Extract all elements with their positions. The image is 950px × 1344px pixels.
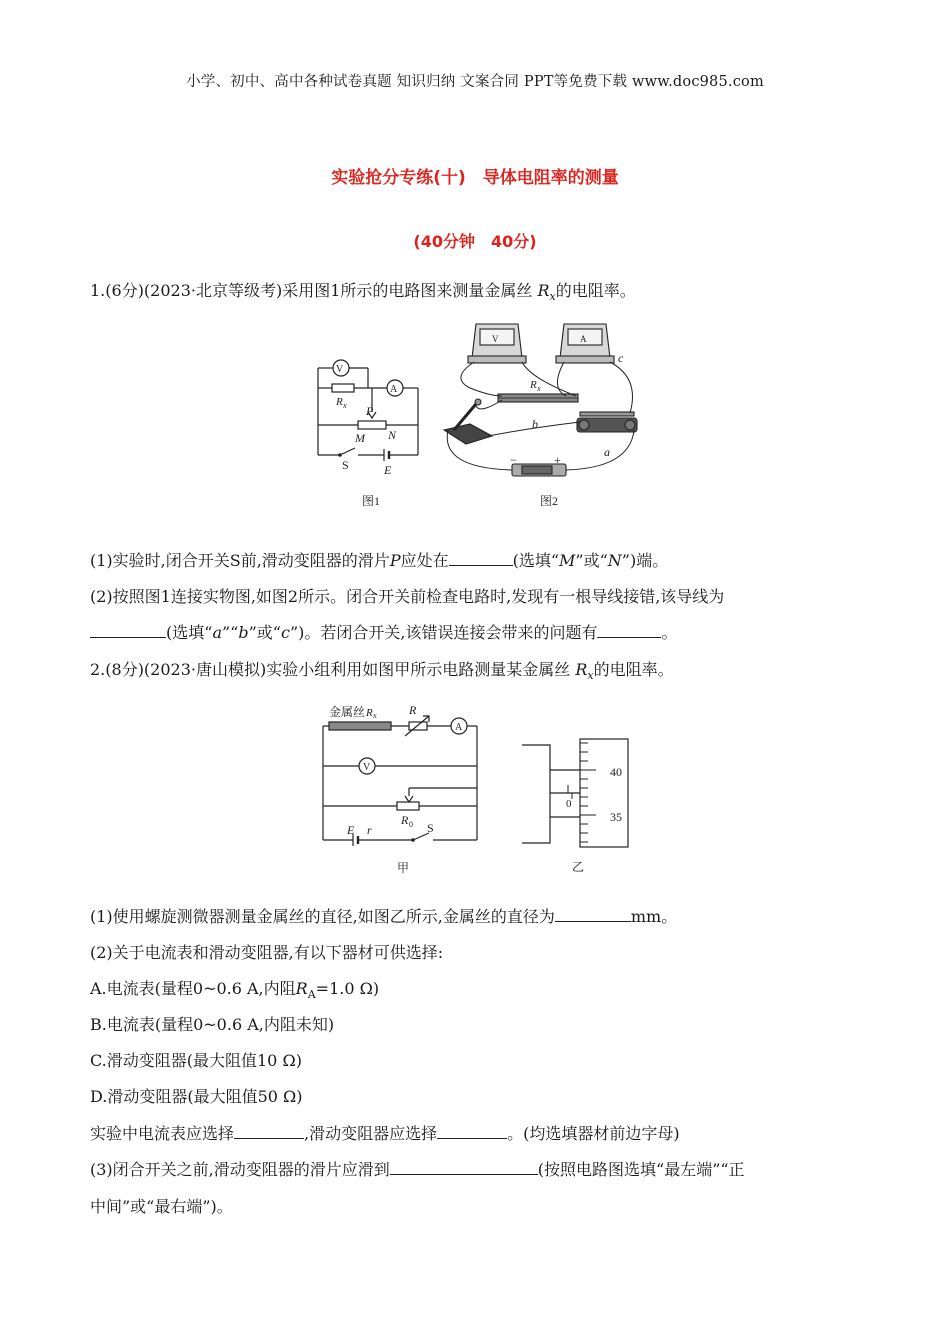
q2-option-d: D.滑动变阻器(最大阻值50 Ω)	[90, 1087, 303, 1106]
q2-option-a: A.电流表(量程0~0.6 A,内阻$R_A=1.0$ Ω)	[90, 979, 380, 1002]
q2-option-c: C.滑动变阻器(最大阻值10 Ω)	[90, 1051, 302, 1070]
q2-option-b: B.电流表(量程0~0.6 A,内阻未知)	[90, 1015, 335, 1034]
yi-tick-0: 0	[566, 798, 572, 810]
q1-part1: (1)实验时,闭合开关S前,滑动变阻器的滑片P应处在 (选填“M”或“N”)端。	[90, 551, 669, 570]
q2-part1: (1)使用螺旋测微器测量金属丝的直径,如图乙所示,金属丝的直径为 mm。	[90, 907, 678, 926]
page-header: 小学、初中、高中各种试卷真题 知识归纳 文案合同 PPT等免费下载 www.doc985.com	[186, 74, 764, 90]
figure-jia-circuit	[315, 700, 495, 880]
svg-text:+: +	[554, 453, 561, 467]
svg-text:E: E	[384, 463, 392, 477]
q2-part2-intro: (2)关于电流表和滑动变阻器,有以下器材可供选择:	[90, 943, 444, 962]
svg-text:M: M	[355, 431, 365, 445]
svg-text:x: x	[537, 384, 541, 393]
fig2-caption: 图2	[540, 494, 559, 508]
figure-1-circuit	[300, 350, 440, 515]
q1-stem: 1.(6分)(2023·北京等级考)采用图1所示的电路图来测量金属丝 $R_x$的电阻率。	[90, 281, 636, 304]
figjia-voltmeter-label: V	[363, 762, 371, 773]
fig2-wire-b: b	[532, 417, 538, 431]
q2-stem: 2.(8分)(2023·唐山模拟)实验小组利用如图甲所示电路测量某金属丝 $R_x$的电阻率。	[90, 660, 674, 683]
svg-text:R: R	[530, 379, 537, 391]
svg-text:x: x	[343, 401, 347, 410]
q1-part2-blank-wire[interactable]	[90, 621, 166, 638]
svg-text:r: r	[367, 823, 372, 837]
yi-tick-35: 35	[610, 810, 622, 824]
q1-part2-line2: (选填“a”“b”或“c”)。若闭合开关,该错误连接会带来的问题有 。	[90, 621, 870, 645]
figyi-caption: 乙	[572, 860, 585, 874]
fig1-voltmeter-label: V	[336, 364, 344, 375]
q2-rheostat-blank[interactable]	[437, 1122, 507, 1139]
q2-part3-line1: (3)闭合开关之前,滑动变阻器的滑片应滑到 (按照电路图选填“最左端”“正	[90, 1160, 745, 1179]
fig1-caption: 图1	[362, 494, 381, 508]
figure-yi-micrometer	[520, 735, 640, 880]
page-title: 实验抢分专练(十) 导体电阻率的测量	[331, 168, 619, 188]
q1-part2-line1: (2)按照图1连接实物图,如图2所示。闭合开关前检查电路时,发现有一根导线接错,该导线为	[90, 587, 725, 606]
svg-text:R: R	[409, 703, 417, 717]
q2-part3-line2: 中间”或“最右端”)。	[90, 1197, 233, 1216]
fig2-voltmeter-label: V	[492, 334, 499, 344]
q2-part1-blank[interactable]	[555, 905, 631, 922]
fig2-wire-c: c	[618, 351, 624, 365]
yi-tick-40: 40	[610, 765, 622, 779]
q2-part2-question: 实验中电流表应选择 ,滑动变阻器应选择 。(均选填器材前边字母)	[90, 1124, 680, 1143]
q1-part2-blank-problem[interactable]	[597, 621, 661, 638]
figjia-wire-label: 金属丝	[329, 705, 366, 719]
page-subtitle: (40分钟 40分)	[413, 232, 537, 251]
q2-ammeter-blank[interactable]	[234, 1122, 304, 1139]
svg-text:S: S	[342, 458, 349, 472]
fig2-ammeter-label: A	[580, 334, 587, 344]
svg-text:S: S	[427, 821, 434, 835]
svg-text:0: 0	[409, 820, 413, 829]
svg-text:N: N	[388, 428, 397, 442]
fig2-wire-a: a	[604, 445, 610, 459]
svg-text:R: R	[336, 396, 343, 408]
svg-text:R: R	[366, 707, 373, 719]
figjia-caption: 甲	[397, 861, 410, 875]
fig1-ammeter-label: A	[390, 384, 398, 395]
q2-part3-blank[interactable]	[390, 1158, 538, 1175]
figjia-ammeter-label: A	[455, 722, 463, 733]
svg-text:x: x	[373, 711, 377, 720]
svg-text:P: P	[366, 404, 374, 418]
figure-2-apparatus	[440, 318, 660, 518]
svg-text:R: R	[401, 813, 409, 827]
svg-text:−: −	[510, 453, 517, 467]
q1-part1-blank[interactable]	[449, 549, 513, 566]
svg-text:E: E	[347, 823, 355, 837]
